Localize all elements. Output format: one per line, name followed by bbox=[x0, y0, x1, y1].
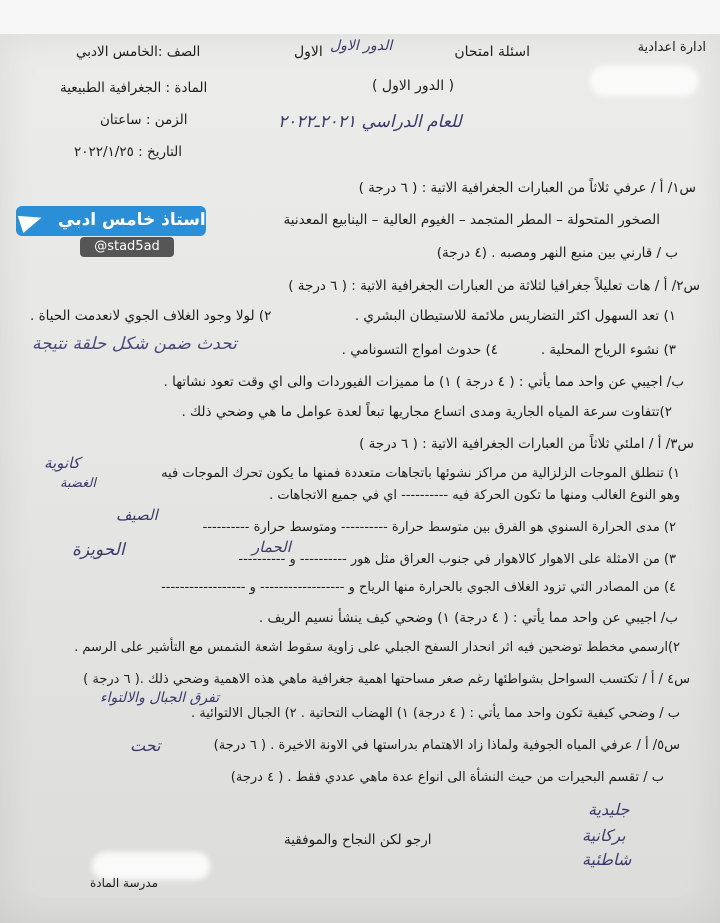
q3-item-1b: وهو النوع الغالب ومنها ما تكون الحركة فيه ---------- اي في جميع الاتجاهات . bbox=[269, 488, 680, 503]
q2-item-3: ٣) نشوء الرياح المحلية . bbox=[540, 342, 676, 358]
q5-a: س٥/ أ / عرفي المياه الجوفية ولماذا زاد الاهتمام بدراستها في الاونة الاخيرة . ( ٦ درجة) bbox=[213, 738, 680, 753]
q3-hw-4: الحويزة bbox=[72, 540, 125, 560]
side-hw-3: شاطئية bbox=[582, 850, 632, 869]
q3-item-4: ٤) من المصادر التي تزود الغلاف الجوي بالحرارة منها الرياح و ------------------ و ------------------ bbox=[161, 580, 676, 595]
q3-hw-1b: الغضبة bbox=[60, 476, 97, 491]
q1-terms: الصخور المتحولة – المطر المتجمد – الغيوم العالية – الينابيع المعدنية bbox=[283, 212, 660, 228]
redacted-school bbox=[590, 66, 698, 96]
time: الزمن : ساعتان bbox=[100, 112, 188, 128]
top-bar bbox=[0, 0, 720, 35]
q2-b2: ٢)تتفاوت سرعة المياه الجارية ومدى اتساع مجاريها تبعاً لعدة عوامل ما هي وضحي ذلك . bbox=[181, 404, 672, 420]
q2-b: ب/ اجيبي عن واحد مما يأتي : ( ٤ درجة ) ١) ما مميزات الفيوردات والى اي وقت تعود نشاتها . bbox=[163, 374, 684, 390]
q3-b2: ٢)ارسمي مخطط توضحين فيه اثر انحدار السفح الجبلي على زاوية سقوط اشعة الشمس مع التأشير على الرسم . bbox=[74, 640, 680, 655]
q2-item-2: ٢) لولا وجود الغلاف الجوي لانعدمت الحياة . bbox=[30, 308, 272, 324]
date: التاريخ : ٢٠٢٢/١/٢٥ bbox=[74, 144, 183, 160]
teacher-signature: مدرسة المادة bbox=[90, 876, 159, 890]
q2-item-4: ٤) حدوث امواج التسونامي . bbox=[341, 342, 498, 358]
grade: الصف :الخامس الادبي bbox=[76, 44, 201, 60]
exam-title: اسئلة امتحان bbox=[454, 44, 530, 60]
q4-handwriting: تفرق الجبال والالتواء bbox=[100, 690, 220, 706]
q3-hw-2: الصيف bbox=[116, 506, 158, 524]
q1-a: س١/ أ / عرفي ثلاثاً من العبارات الجغرافية الاتية : ( ٦ درجة ) bbox=[358, 180, 696, 196]
q2-handwriting: تحدث ضمن شكل حلقة نتيجة bbox=[32, 334, 237, 354]
q4-a: س٤ / أ / تكتسب السواحل بشواطئها رغم صغر مساحتها اهمية جغرافية ماهي هذه الاهمية وضحي ذلك .( ٦ درجة ) bbox=[83, 672, 690, 687]
q3-hw-3: الحمار bbox=[252, 538, 291, 556]
q3-item-3: ٣) من الامثلة على الاهوار كالاهوار في جنوب العراق مثل هور ---------- و ---------- bbox=[238, 552, 676, 567]
q2-item-1: ١) تعد السهول اكثر التضاريس ملائمة للاستيطان البشري . bbox=[354, 308, 676, 324]
directorate: ادارة اعدادية bbox=[637, 40, 706, 55]
subject: المادة : الجغرافية الطبيعية bbox=[60, 80, 208, 96]
q1-b: ب / قارني بين منبع النهر ومصبه . (٤ درجة) bbox=[436, 245, 678, 261]
q3-hw-1: كانوية bbox=[44, 454, 80, 472]
closing-text: ارجو لكن النجاح والموفقية bbox=[284, 832, 432, 848]
q3-a: س٣/ أ / املئي ثلاثاً من العبارات الجغرافية الاتية : ( ٦ درجة ) bbox=[359, 436, 694, 452]
side-hw-2: بركانية bbox=[582, 826, 626, 845]
year-handwriting: للعام الدراسي ٢٠٢١ـ٢٠٢٢ bbox=[278, 112, 462, 132]
q3-item-1: ١) تنطلق الموجات الزلزالية من مراكز نشوئها باتجاهات متعددة فمنها ما يكون تحرك الموجات فيه bbox=[161, 466, 680, 481]
channel-name: استاذ خامس ادبي bbox=[58, 210, 206, 230]
side-hw-1: جليدية bbox=[588, 800, 630, 819]
exam-round: ( الدور الاول ) bbox=[372, 78, 455, 94]
q3-item-2: ٢) مدى الحرارة السنوي هو الفرق بين متوسط حرارة ---------- ومتوسط حرارة ---------- bbox=[202, 520, 676, 535]
channel-handle: @stad5ad bbox=[80, 237, 174, 257]
q4-b: ب / وضحي كيفية تكون واحد مما يأتي : ( ٤ درجة) ١) الهضاب التحاتية . ٢) الجبال الالتوائية . bbox=[191, 706, 680, 721]
q5-b: ب / تقسم البحيرات من حيث النشأة الى انواع عدة ماهي عددي فقط . ( ٤ درجة) bbox=[230, 770, 664, 785]
exam-title-end: الاول bbox=[294, 44, 323, 60]
exam-title-handwriting: الدور الاول bbox=[330, 38, 393, 54]
q2-a: س٢/ أ / هات تعليلاً جغرافيا لثلاثة من العبارات الجغرافية الاتية : ( ٦ درجة ) bbox=[288, 278, 700, 294]
q4-handwriting-2: تحت bbox=[130, 736, 161, 755]
q3-b: ب/ اجيبي عن واحد مما يأتي : ( ٤ درجة) ١) وضحي كيف ينشأ نسيم الريف . bbox=[258, 610, 678, 626]
